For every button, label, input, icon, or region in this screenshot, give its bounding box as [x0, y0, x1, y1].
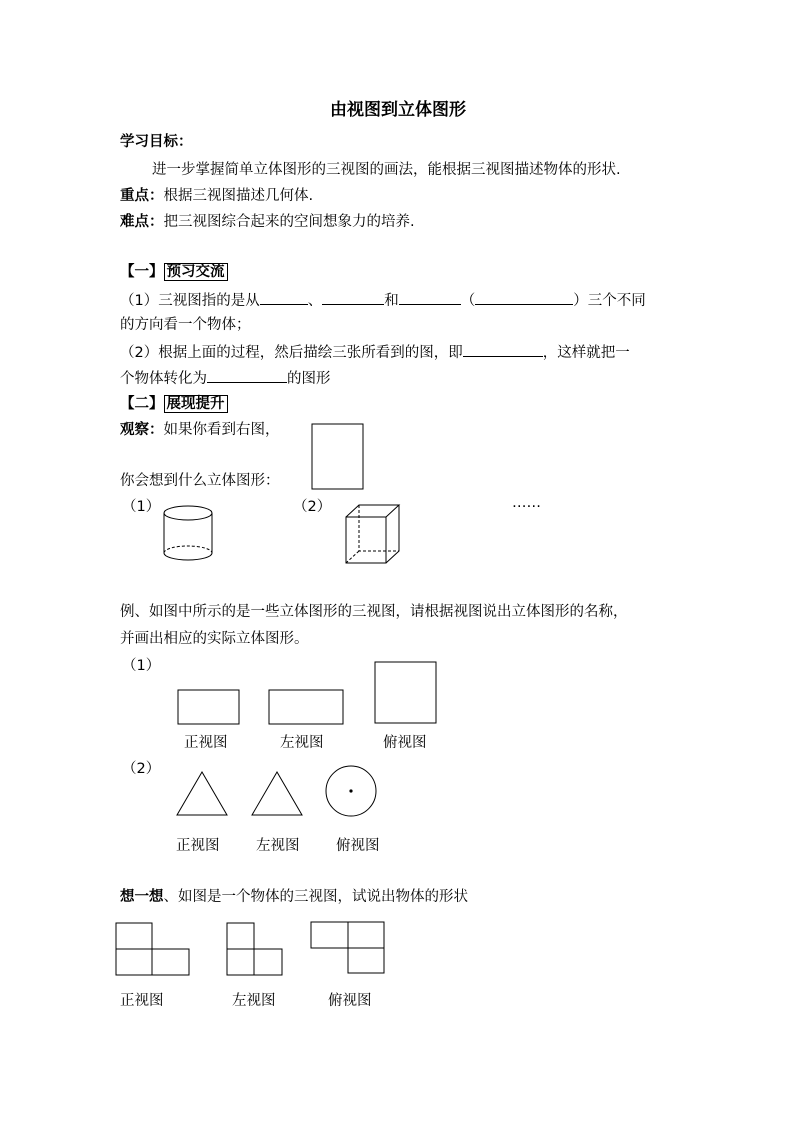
think-rest: 、如图是一个物体的三视图，试说出物体的形状 — [163, 889, 468, 905]
think-left-view — [227, 923, 282, 975]
q2-line2-suffix: 的图形 — [287, 371, 331, 387]
question1-line2: 的方向看一个物体； — [120, 317, 251, 333]
difficulty-text: 把三视图综合起来的空间想象力的培养. — [163, 214, 415, 230]
think-what-solid: 你会想到什么立体图形： — [120, 473, 280, 489]
observe-text: 如果你看到右图， — [163, 422, 280, 438]
think-label: 想一想 — [120, 889, 164, 905]
example1-front-caption: 正视图 — [184, 735, 228, 751]
q2-prefix: （2）根据上面的过程，然后描绘三张所看到的图，即 — [120, 345, 463, 361]
example1-left-caption: 左视图 — [280, 735, 324, 751]
example-line1: 例、如图中所示的是一些立体图形的三视图，请根据视图说出立体图形的名称， — [120, 604, 628, 620]
option1-label: （1） — [122, 499, 161, 515]
think-front-caption: 正视图 — [120, 993, 164, 1009]
example2-label: （2） — [122, 761, 161, 777]
goals-text: 进一步掌握简单立体图形的三视图的画法，能根据三视图描述物体的形状. — [152, 162, 621, 178]
option2-label: （2） — [293, 499, 332, 515]
q1-paren-close: ）三个不同 — [573, 293, 646, 309]
page-title: 由视图到立体图形 — [330, 100, 466, 120]
example1-top-caption: 俯视图 — [383, 735, 427, 751]
section2-name: 展现提升 — [164, 395, 228, 413]
example2-left-caption: 左视图 — [256, 838, 300, 854]
example-line2: 并画出相应的实际立体图形。 — [120, 631, 309, 647]
section2-bracket: 【二】 — [120, 396, 164, 412]
q2-suffix: ，这样就把一 — [542, 345, 630, 361]
goals-heading: 学习目标： — [120, 134, 193, 150]
section1-name: 预习交流 — [164, 263, 228, 281]
key-label: 重点： — [120, 188, 164, 204]
q2-line2-prefix: 个物体转化为 — [120, 371, 207, 387]
difficulty-label: 难点： — [120, 214, 164, 230]
think-front-view — [116, 923, 189, 975]
example1-label: （1） — [122, 658, 161, 674]
example2-front-caption: 正视图 — [176, 838, 220, 854]
key-text: 根据三视图描述几何体. — [163, 188, 314, 204]
q1-sep2: 和 — [384, 293, 399, 309]
think-top-view — [311, 922, 384, 973]
ellipsis: …… — [512, 495, 541, 511]
example2-top-caption: 俯视图 — [336, 838, 380, 854]
q1-paren-open: （ — [460, 293, 476, 309]
section1-bracket: 【一】 — [120, 264, 164, 280]
think-top-caption: 俯视图 — [328, 993, 372, 1009]
observe-label: 观察： — [120, 422, 164, 438]
q1-sep1: 、 — [307, 293, 323, 309]
q1-prefix: （1）三视图指的是从 — [120, 293, 260, 309]
think-left-caption: 左视图 — [232, 993, 276, 1009]
